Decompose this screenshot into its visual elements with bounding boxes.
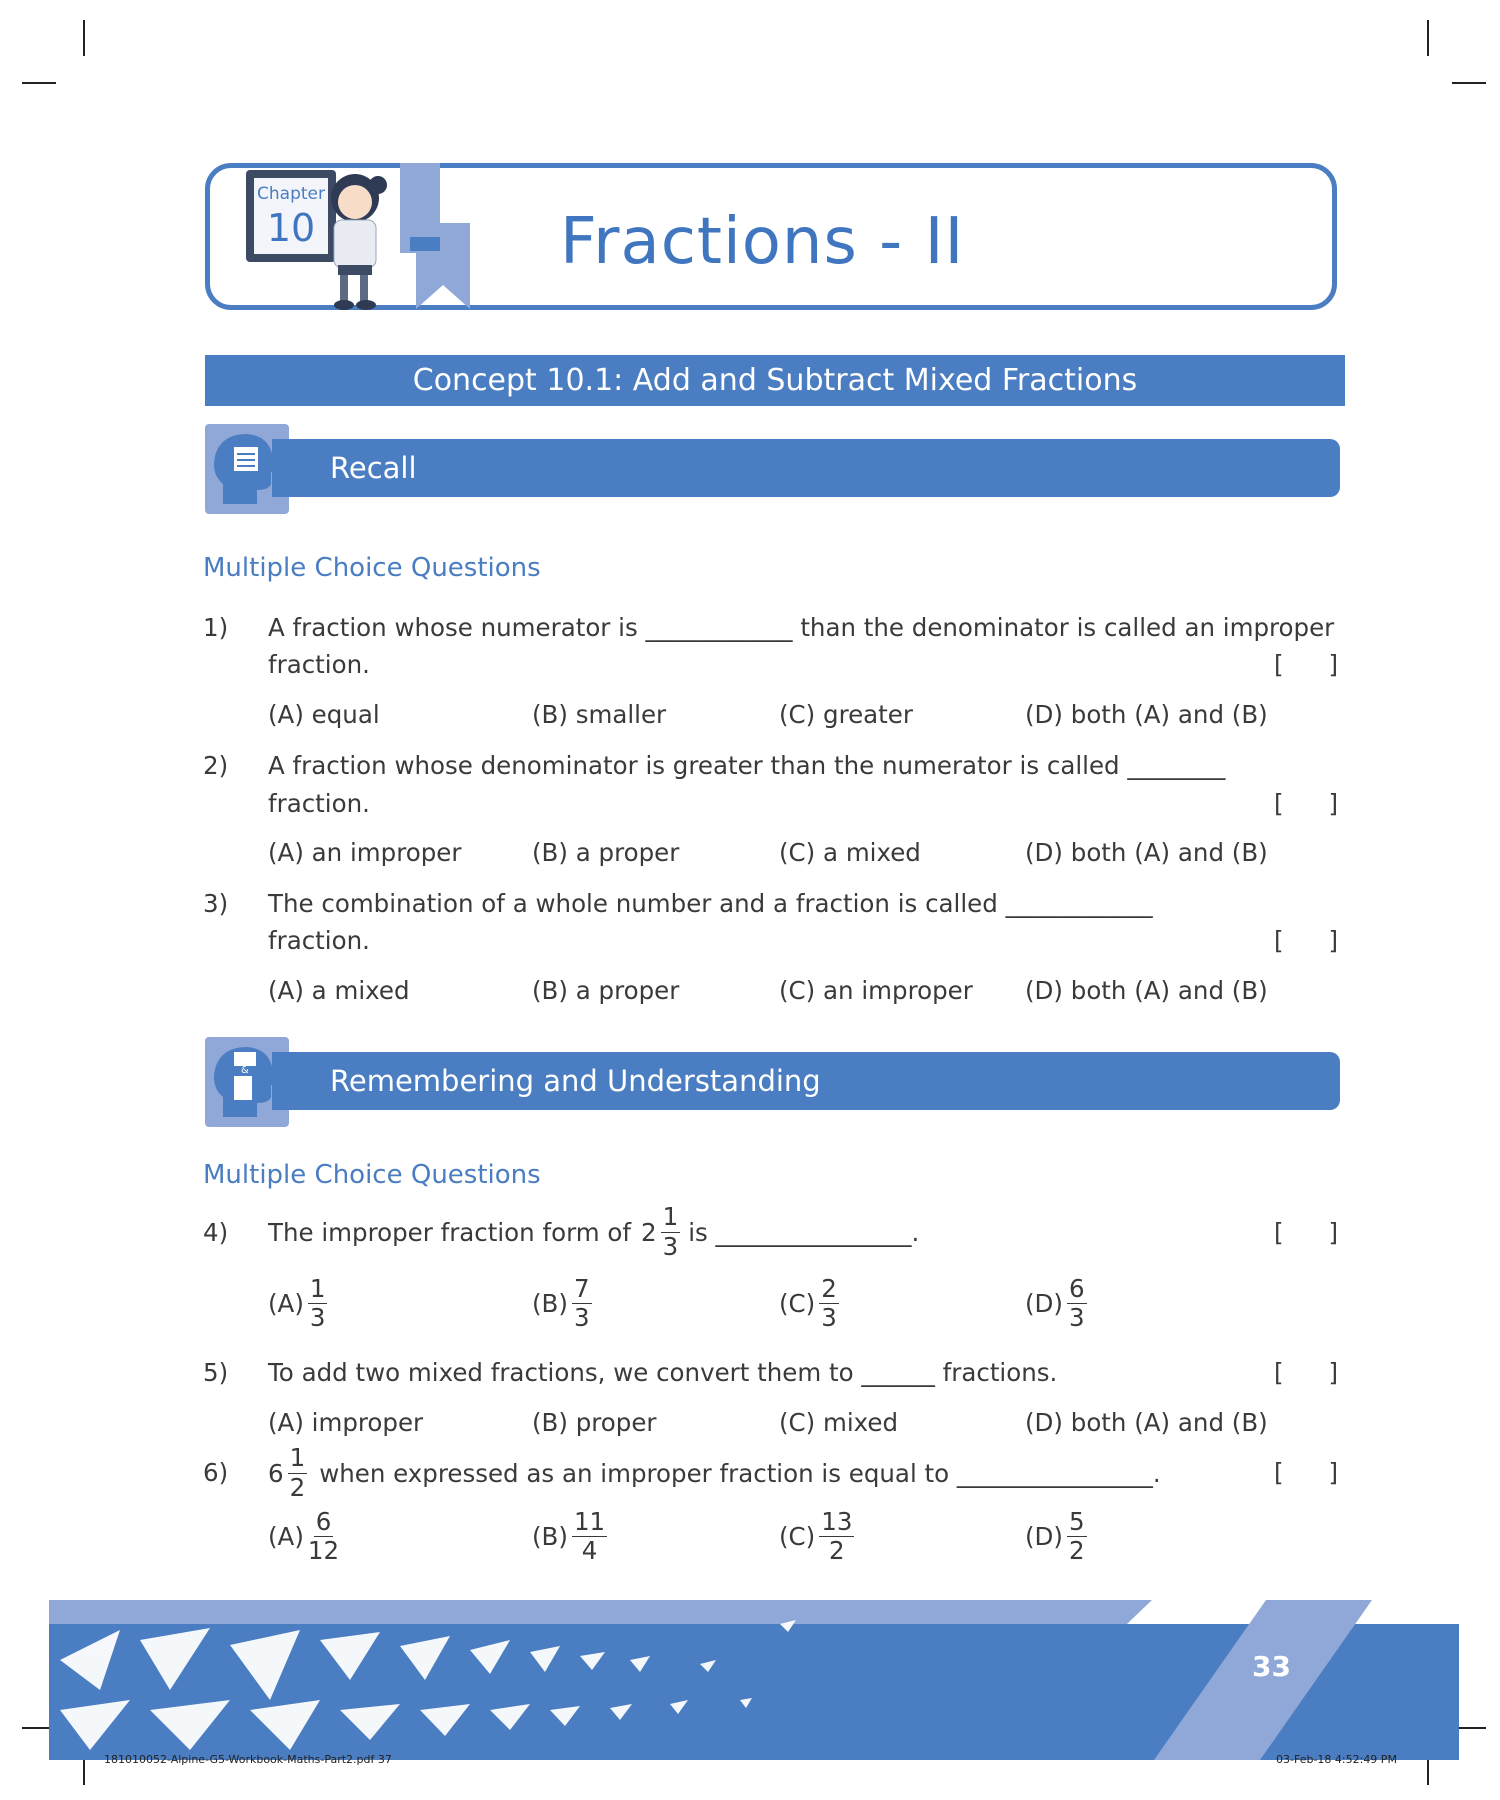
- bracket-close: ]: [1328, 1218, 1338, 1247]
- remembering-mcq-heading: Multiple Choice Questions: [203, 1160, 541, 1190]
- option: [779, 1508, 858, 1565]
- question-number: 6): [203, 1458, 229, 1487]
- fraction-numerator: 13: [821, 1507, 853, 1536]
- question-text: [268, 1442, 1161, 1504]
- crop-mark: [1427, 20, 1429, 56]
- question-text: fraction.: [268, 650, 370, 679]
- option: [532, 1508, 611, 1565]
- option-label: (A): [268, 1289, 304, 1319]
- option: (B) proper: [532, 1408, 657, 1437]
- option: (D) both (A) and (B): [1025, 700, 1268, 729]
- option-label: (D): [1025, 1289, 1063, 1319]
- fraction-denominator: 4: [581, 1536, 598, 1566]
- fraction-denominator: 2: [1068, 1536, 1085, 1566]
- question-number: 1): [203, 613, 229, 642]
- answer-bracket[interactable]: [1274, 1358, 1338, 1387]
- bracket-close: ]: [1328, 1358, 1338, 1387]
- option-label: (B): [532, 1522, 568, 1552]
- remembering-section-title: Remembering and Understanding: [330, 1064, 821, 1098]
- option: (C) mixed: [779, 1408, 899, 1437]
- option: (A) a mixed: [268, 976, 410, 1005]
- fraction-numerator: 11: [573, 1507, 606, 1536]
- remembering-section-bar: [272, 1052, 1340, 1110]
- option-label: (A): [268, 1522, 304, 1552]
- footer-file: 181010052-Alpine-G5-Workbook-Maths-Part2.pdf 37: [104, 1753, 392, 1766]
- question-text: The combination of a whole number and a fraction is called ____________: [268, 889, 1153, 918]
- option: (A) equal: [268, 700, 380, 729]
- option-label: (D): [1025, 1522, 1063, 1552]
- option: (B) a proper: [532, 838, 680, 867]
- question-text-after: when expressed as an improper fraction is equal to ________________.: [319, 1458, 1161, 1488]
- question-text: A fraction whose numerator is ____________ than the denominator is called an improper: [268, 613, 1335, 642]
- chapter-number: 10: [266, 206, 316, 250]
- fraction-numerator: 1: [662, 1202, 679, 1232]
- question-number: 5): [203, 1358, 229, 1387]
- option-label: (C): [779, 1522, 816, 1552]
- option: (B) a proper: [532, 976, 680, 1005]
- answer-bracket[interactable]: [1274, 1218, 1338, 1247]
- page-number: 33: [1252, 1650, 1291, 1683]
- fraction-denominator: 2: [829, 1536, 845, 1566]
- crop-mark: [83, 20, 85, 56]
- option-label: (C): [779, 1289, 816, 1319]
- question-number: 4): [203, 1218, 229, 1247]
- girl-illustration-icon: [300, 160, 400, 315]
- fraction-denominator: 3: [309, 1303, 326, 1333]
- option: [532, 1275, 596, 1332]
- crop-mark: [1452, 82, 1486, 84]
- bracket-open: [: [1274, 789, 1284, 818]
- fraction-denominator: 12: [307, 1536, 340, 1566]
- option-label: (B): [532, 1289, 568, 1319]
- bracket-open: [: [1274, 1218, 1284, 1247]
- question-text-before: The improper fraction form of: [268, 1217, 632, 1247]
- question-text-after: is ________________.: [688, 1217, 920, 1247]
- fraction-denominator: 3: [573, 1303, 590, 1333]
- bracket-open: [: [1274, 1458, 1284, 1487]
- fraction-numerator: 2: [821, 1274, 837, 1303]
- option: (D) both (A) and (B): [1025, 838, 1268, 867]
- question-text: fraction.: [268, 789, 370, 818]
- bracket-close: ]: [1328, 650, 1338, 679]
- recall-mcq-heading: Multiple Choice Questions: [203, 553, 541, 583]
- option: [1025, 1508, 1091, 1565]
- bracket-open: [: [1274, 1358, 1284, 1387]
- chapter-title: Fractions - II: [560, 205, 965, 279]
- option: [1025, 1275, 1091, 1332]
- recall-section-title: Recall: [330, 451, 417, 485]
- option: (A) an improper: [268, 838, 462, 867]
- option: (C) greater: [779, 700, 913, 729]
- fraction-denominator: 2: [289, 1472, 306, 1502]
- mixed-fraction: [641, 1203, 684, 1260]
- option: (C) a mixed: [779, 838, 921, 867]
- question-text: [268, 1200, 919, 1264]
- fraction-denominator: 3: [821, 1303, 837, 1333]
- fraction-numerator: 6: [1068, 1274, 1085, 1303]
- mixed-whole: 2: [641, 1217, 657, 1247]
- footer-datetime: 03-Feb-18 4:52:49 PM: [1276, 1753, 1397, 1766]
- answer-bracket[interactable]: [1274, 926, 1338, 955]
- mixed-whole: 6: [268, 1458, 284, 1488]
- answer-bracket[interactable]: [1274, 1458, 1338, 1487]
- answer-bracket[interactable]: [1274, 789, 1338, 818]
- concept-banner: Concept 10.1: Add and Subtract Mixed Fractions: [205, 355, 1345, 406]
- question-text: fraction.: [268, 926, 370, 955]
- bracket-open: [: [1274, 926, 1284, 955]
- option: (D) both (A) and (B): [1025, 1408, 1268, 1437]
- bracket-open: [: [1274, 650, 1284, 679]
- bracket-close: ]: [1328, 926, 1338, 955]
- question-text: To add two mixed fractions, we convert them to ______ fractions.: [268, 1358, 1058, 1387]
- option: [779, 1275, 843, 1332]
- chapter-label: Chapter: [257, 184, 325, 204]
- fraction-numerator: 6: [315, 1507, 332, 1536]
- question-text: A fraction whose denominator is greater than the numerator is called ________: [268, 751, 1226, 780]
- bracket-close: ]: [1328, 789, 1338, 818]
- bookmark-ribbon-icon: [396, 163, 474, 311]
- option: (C) an improper: [779, 976, 973, 1005]
- option: [268, 1275, 331, 1332]
- recall-section-bar: [272, 439, 1340, 497]
- option: (A) improper: [268, 1408, 424, 1437]
- option: (D) both (A) and (B): [1025, 976, 1268, 1005]
- fraction-numerator: 5: [1068, 1507, 1085, 1536]
- option: (B) smaller: [532, 700, 667, 729]
- fraction-numerator: 1: [309, 1274, 326, 1303]
- question-number: 2): [203, 751, 229, 780]
- fraction-denominator: 3: [1068, 1303, 1085, 1333]
- fraction-numerator: 1: [289, 1443, 306, 1473]
- fraction-denominator: 3: [662, 1231, 679, 1261]
- crop-mark: [22, 82, 56, 84]
- bracket-close: ]: [1328, 1458, 1338, 1487]
- option: [268, 1508, 343, 1565]
- mixed-fraction: [268, 1444, 311, 1501]
- amp-glyph: &: [241, 1065, 249, 1076]
- question-number: 3): [203, 889, 229, 918]
- answer-bracket[interactable]: [1274, 650, 1338, 679]
- fraction-numerator: 7: [573, 1274, 590, 1303]
